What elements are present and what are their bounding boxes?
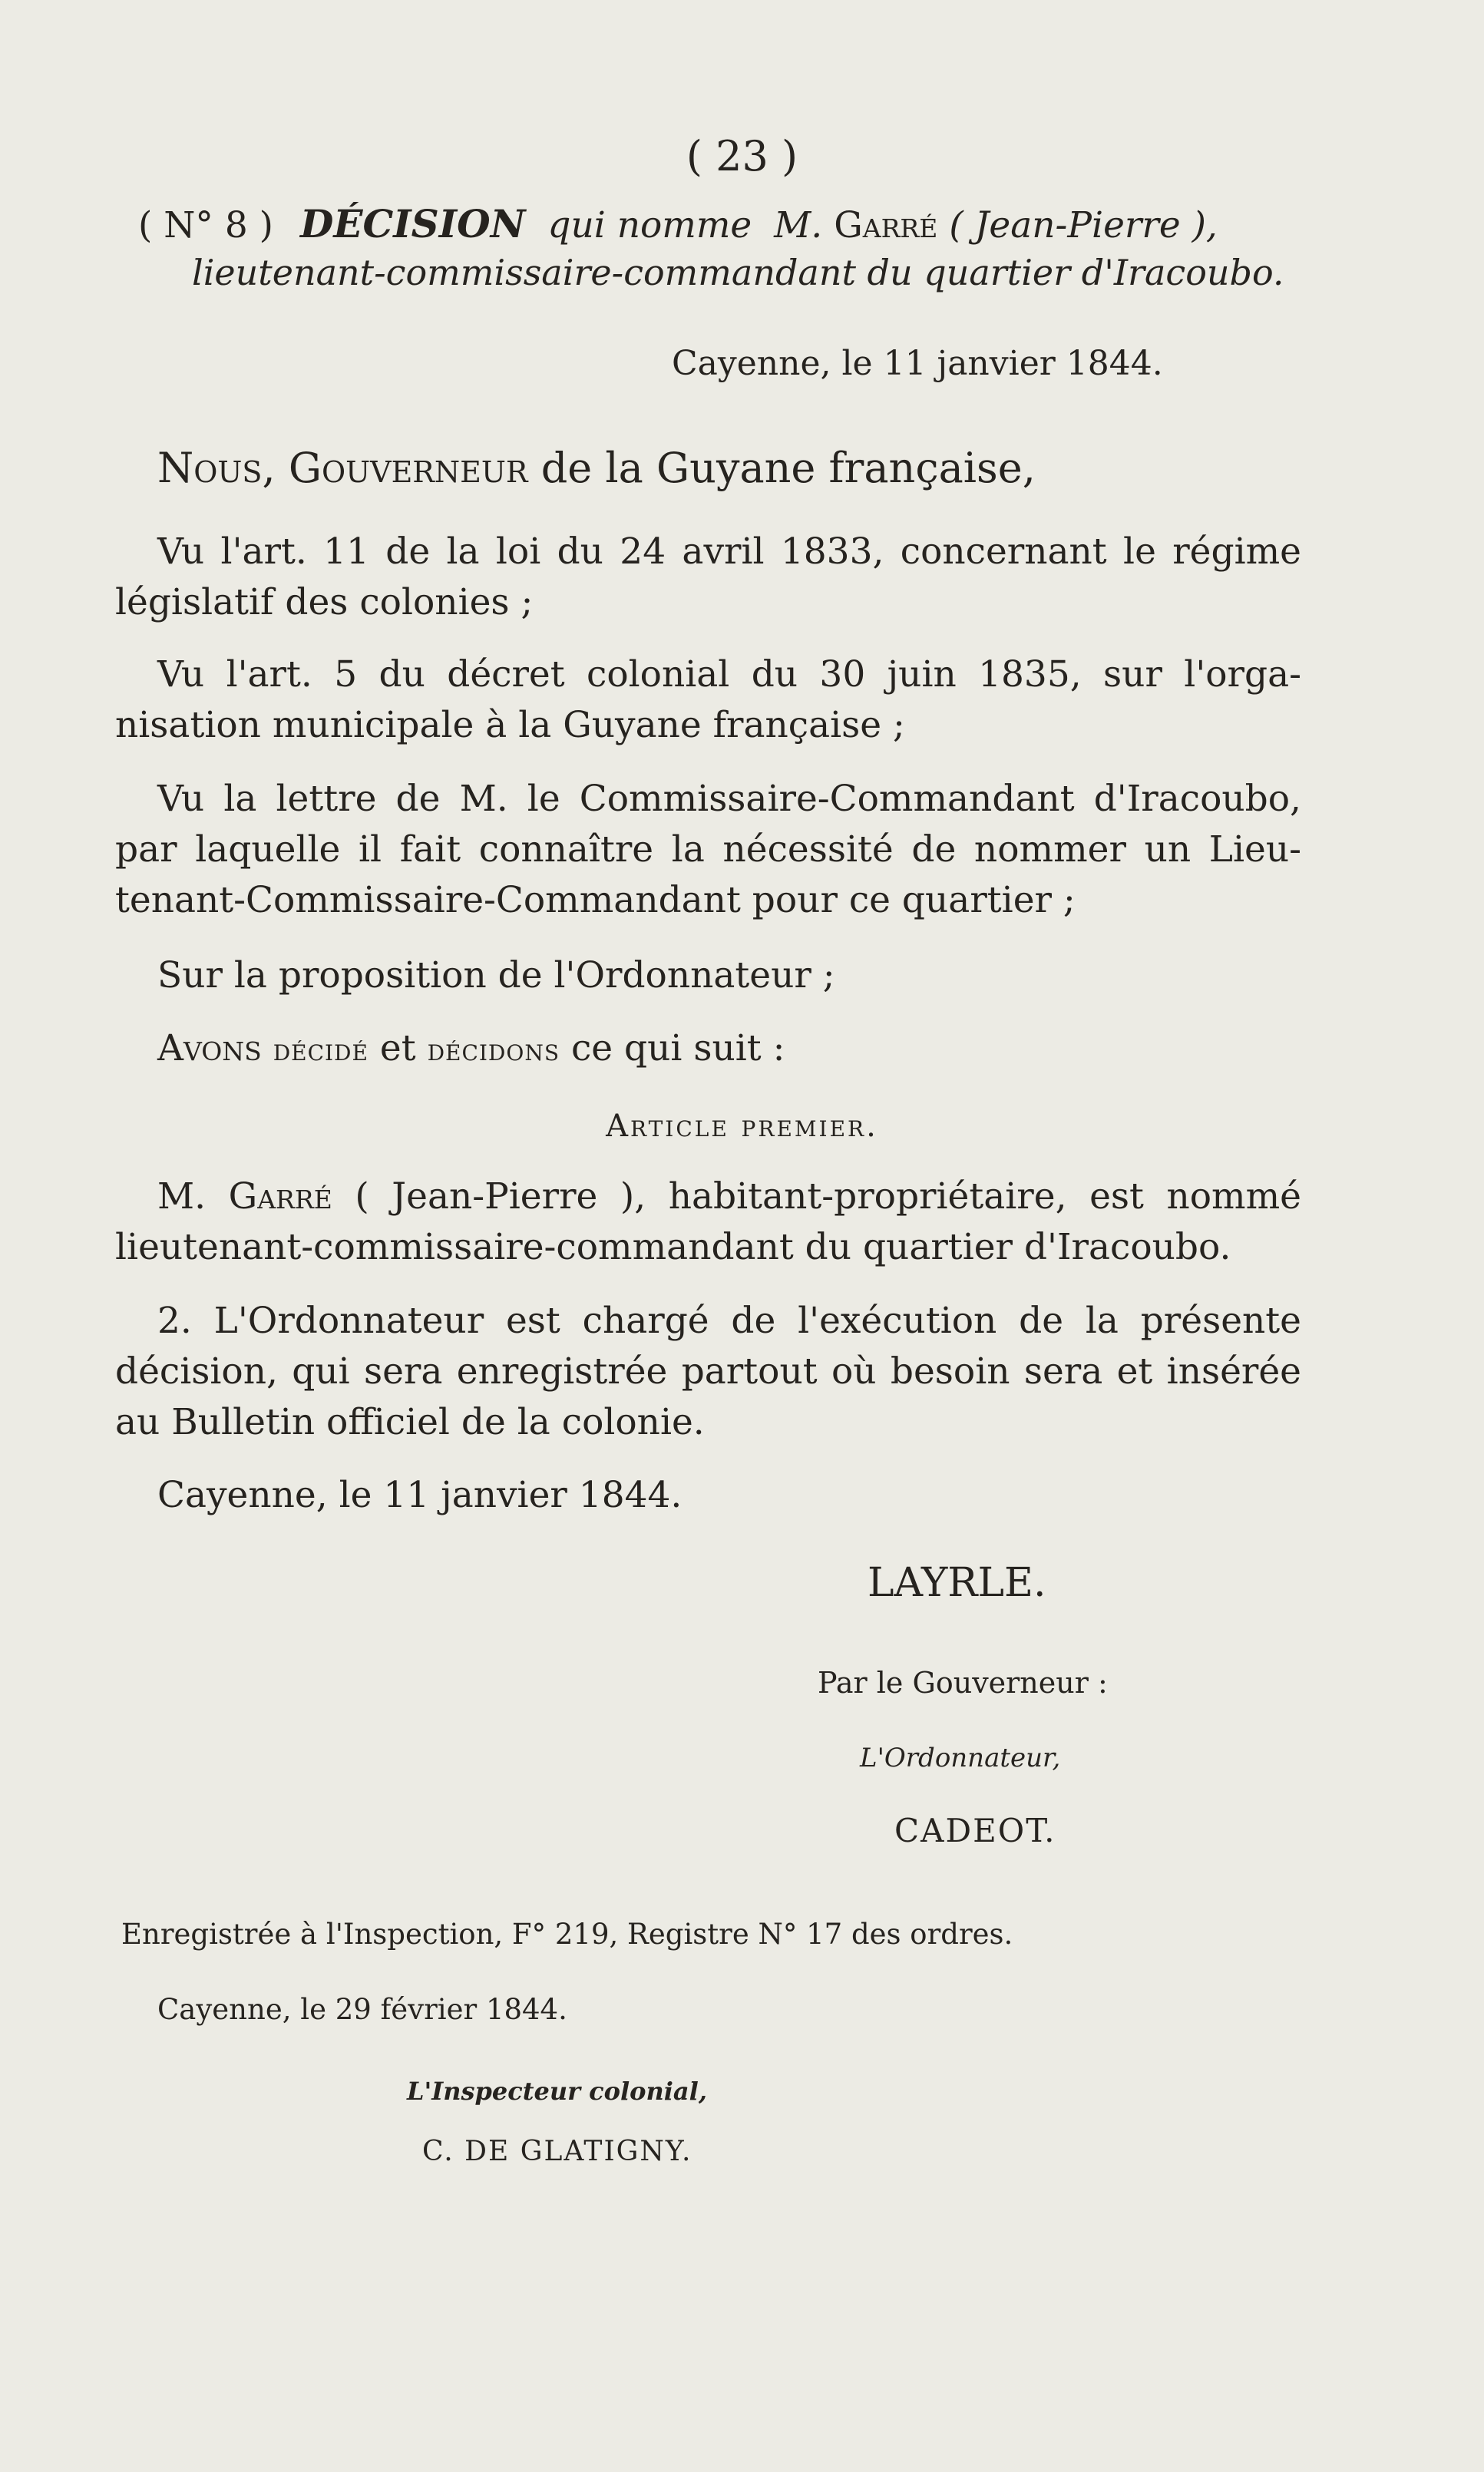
considerant-3-line-1: Vu la lettre de M. le Commissaire-Commandant d'Iracoubo,	[157, 778, 1301, 820]
preamble-rest: de la Guyane française,	[540, 444, 1036, 492]
considerant-3	[115, 774, 1301, 926]
heading-given: ( Jean-Pierre ),	[949, 204, 1218, 246]
ordonnateur-title: L'Ordonnateur,	[860, 1743, 1061, 1773]
registration-line: Enregistrée à l'Inspection, F° 219, Registre N° 17 des ordres.	[121, 1918, 1013, 1951]
article-2	[115, 1296, 1301, 1448]
inspecteur-name: C. DE GLATIGNY.	[422, 2136, 692, 2167]
considerant-1	[115, 527, 1301, 628]
article-1-m: M.	[157, 1175, 207, 1218]
considerant-4	[115, 950, 1301, 1001]
decidons-word: décidons	[427, 1033, 560, 1068]
considerant-4-line-1: Sur la proposition de l'Ordonnateur ;	[157, 954, 835, 996]
heading-line-2: lieutenant-commissaire-commandant du quartier d'Iracoubo.	[192, 252, 1284, 293]
heading-kind: DÉCISION	[299, 201, 526, 246]
article-1-line-1	[115, 1172, 1301, 1222]
page-number: ( 23 )	[686, 132, 798, 180]
considerant-2	[115, 649, 1301, 751]
preamble-gouverneur: Gouverneur	[288, 444, 528, 492]
considerant-2-line-1: Vu l'art. 5 du décret colonial du 30 juin 1835, sur l'orga-	[157, 653, 1301, 696]
article-1-name: Garré	[228, 1175, 332, 1218]
registration-date: Cayenne, le 29 février 1844.	[157, 1993, 567, 2026]
et-word: et	[379, 1027, 416, 1069]
preamble-nous: Nous,	[157, 444, 276, 492]
article-1-rest: ( Jean-Pierre ), habitant-propriétaire, est nommé	[355, 1175, 1301, 1218]
article-1-line-2: lieutenant-commissaire-commandant du quartier d'Iracoubo.	[115, 1226, 1231, 1268]
considerant-2-line-2: nisation municipale à la Guyane française ;	[115, 704, 905, 746]
dateline: Cayenne, le 11 janvier 1844.	[672, 344, 1163, 383]
article-1	[115, 1172, 1301, 1273]
decision-formula	[157, 1027, 785, 1069]
par-le-gouverneur: Par le Gouverneur :	[818, 1666, 1108, 1700]
heading-text-b: M.	[774, 204, 823, 246]
decide-rest: ce qui suit :	[570, 1027, 785, 1069]
considerant-3-line-2: par laquelle il fait connaître la nécessité de nommer un Lieu-	[115, 828, 1301, 871]
article-title: Article premier.	[606, 1109, 878, 1144]
heading-number: ( N° 8 )	[138, 204, 274, 246]
decide-word: décidé	[273, 1033, 369, 1068]
decision-heading	[138, 201, 1290, 246]
heading-text-a: qui nomme	[547, 204, 752, 246]
article-2-line-1: 2. L'Ordonnateur est chargé de l'exécution de la présente	[157, 1300, 1301, 1342]
article-2-line-3: au Bulletin officiel de la colonie.	[115, 1401, 705, 1443]
closing-date: Cayenne, le 11 janvier 1844.	[157, 1474, 683, 1516]
avons: Avons	[157, 1027, 262, 1069]
governor-signature: LAYRLE.	[868, 1560, 1046, 1606]
heading-name: Garré	[834, 204, 938, 246]
considerant-3-line-3: tenant-Commissaire-Commandant pour ce quartier ;	[115, 879, 1076, 921]
considerant-1-line-1: Vu l'art. 11 de la loi du 24 avril 1833, concernant le régime	[157, 530, 1301, 573]
article-2-line-2: décision, qui sera enregistrée partout où besoin sera et insérée	[115, 1350, 1301, 1393]
considerant-1-line-2: législatif des colonies ;	[115, 581, 534, 623]
preamble	[157, 444, 1036, 492]
ordonnateur-name: CADEOT.	[894, 1812, 1056, 1849]
inspecteur-title: L'Inspecteur colonial,	[407, 2077, 707, 2106]
